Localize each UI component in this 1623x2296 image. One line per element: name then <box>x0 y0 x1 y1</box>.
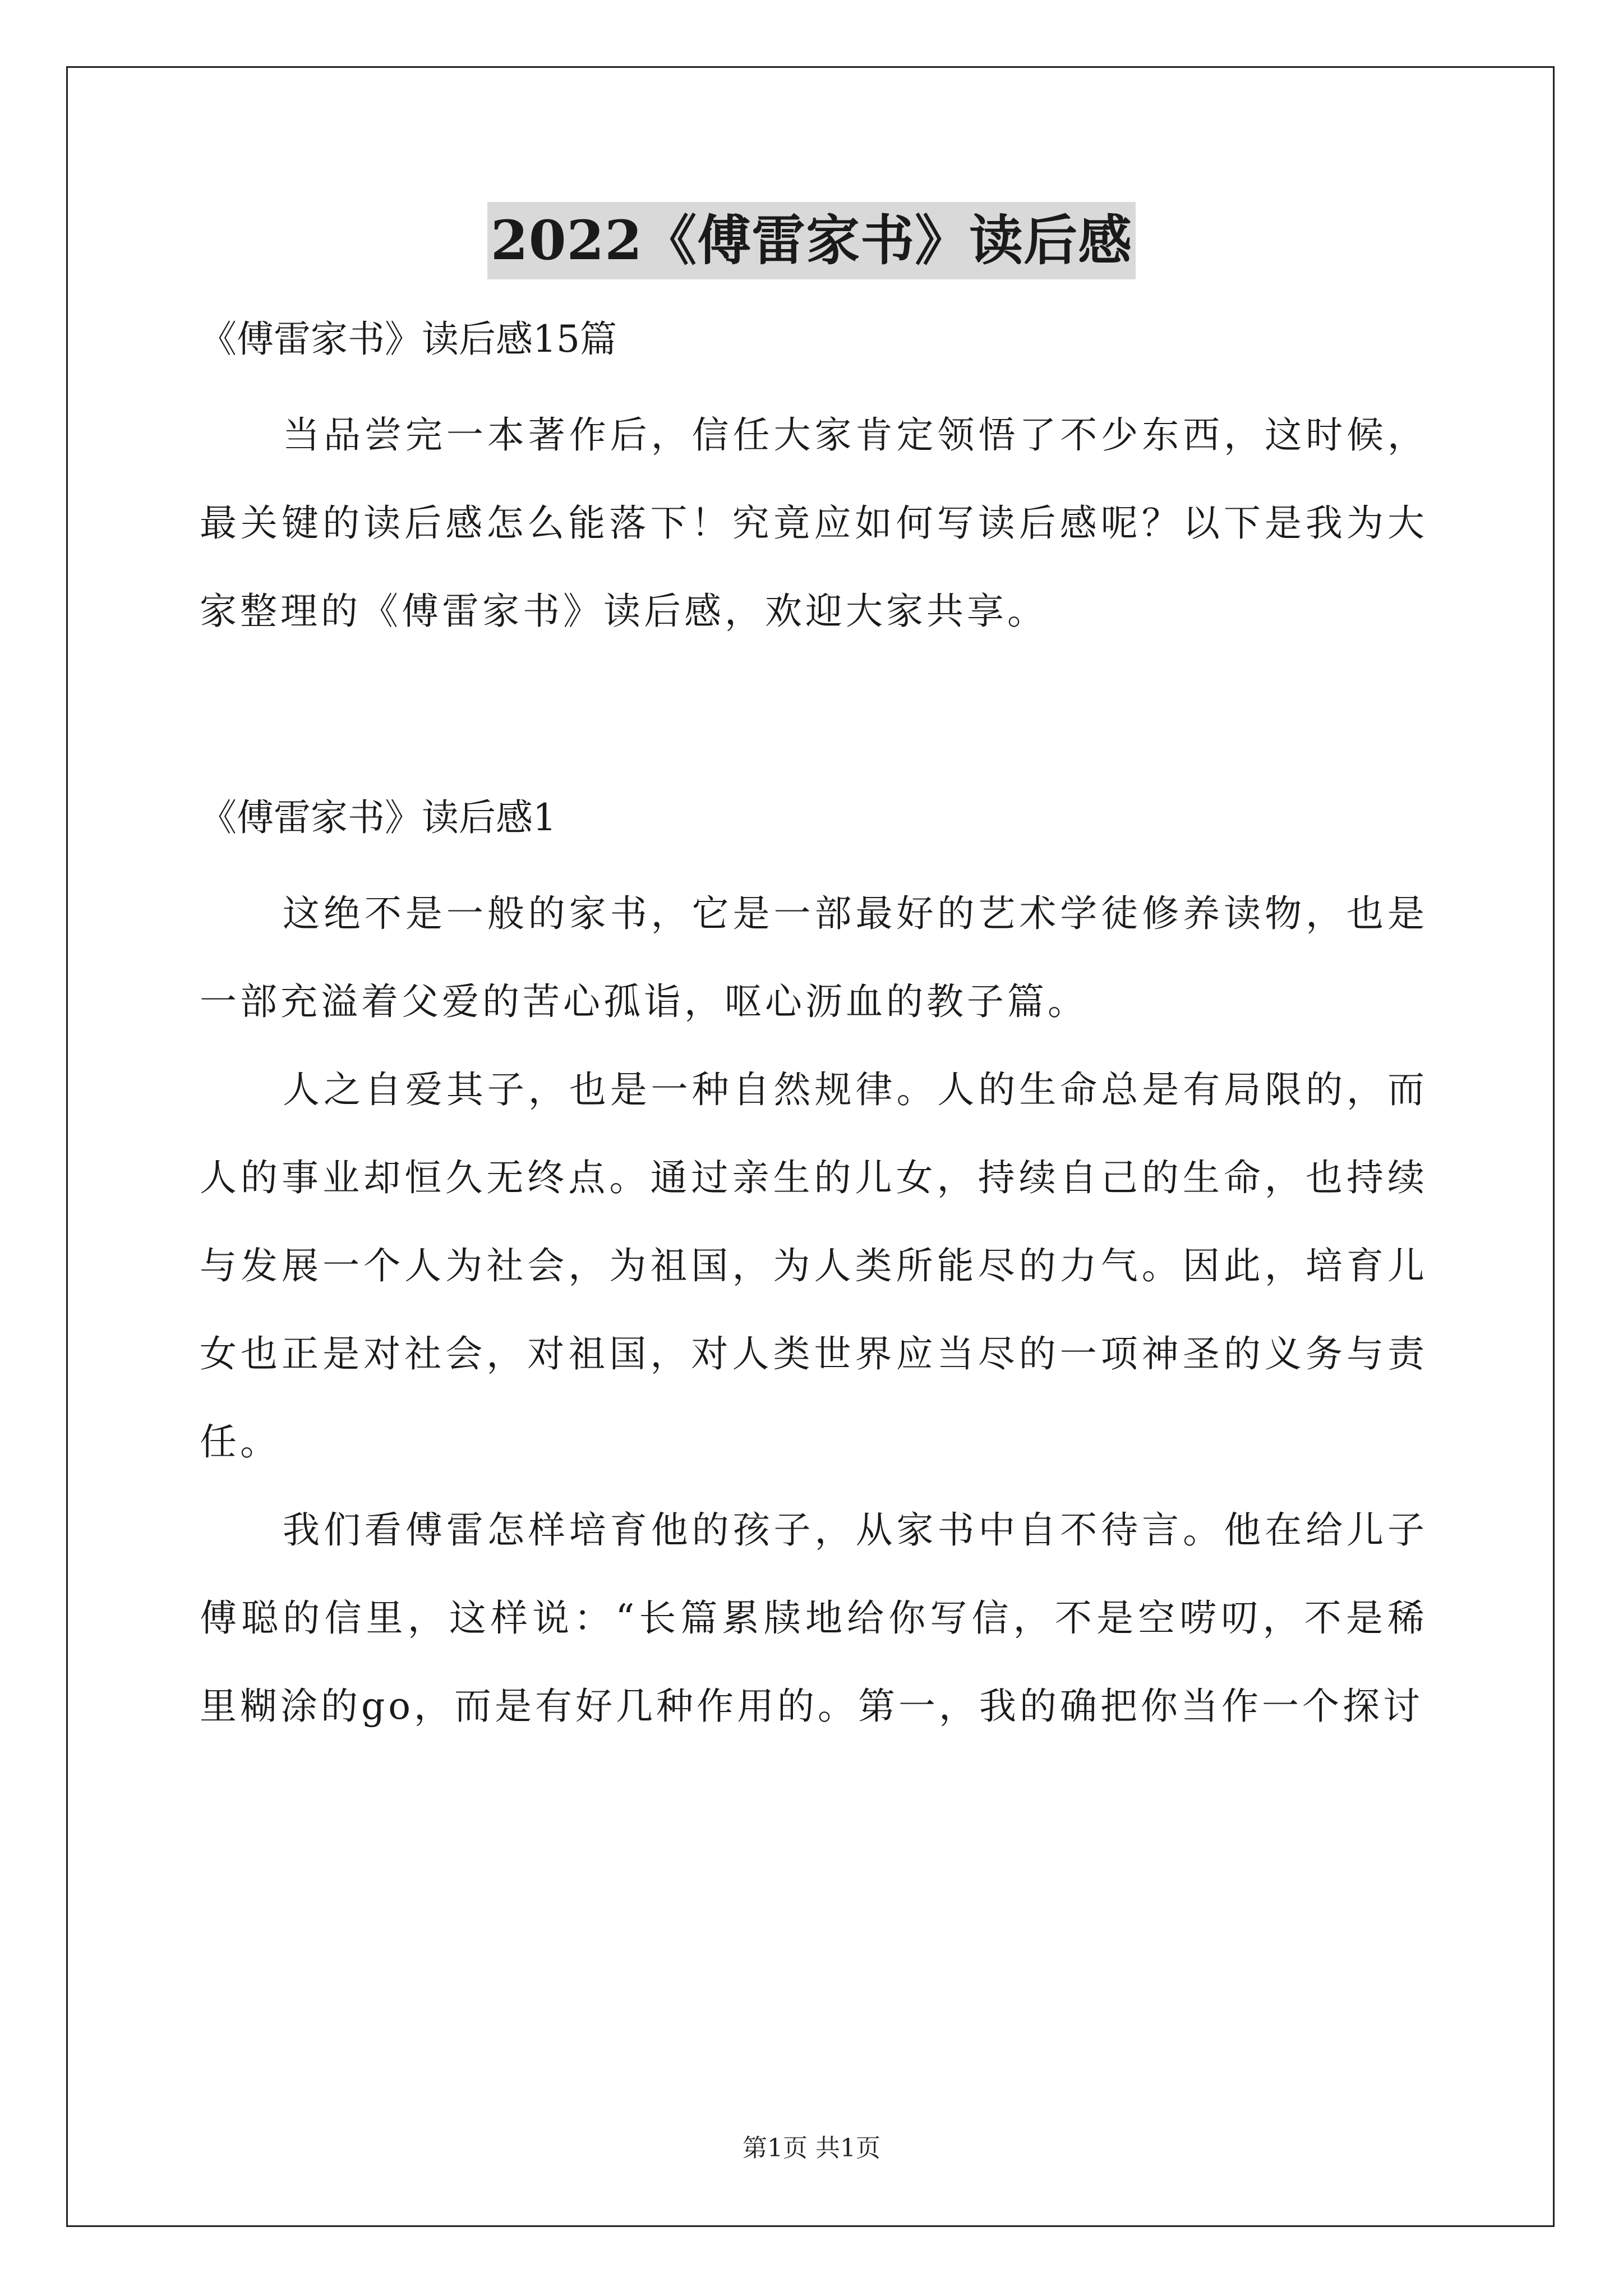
section-heading: 《傅雷家书》读后感1 <box>200 796 556 839</box>
document-subtitle: 《傅雷家书》读后感15篇 <box>200 318 617 361</box>
spacer <box>200 655 1428 781</box>
document-title: 2022《傅雷家书》读后感 <box>487 202 1136 279</box>
body-paragraph: 这绝不是一般的家书，它是一部最好的艺术学徒修养读物，也是一部充溢着父爱的苦心孤诣，呕心沥血的教子篇。 <box>200 892 1428 1023</box>
spacer <box>200 854 1428 869</box>
document-body <box>200 303 1428 1750</box>
page-number-footer: 第1页 共1页 <box>743 2134 880 2162</box>
intro-paragraph: 当品尝完一本著作后，信任大家肯定领悟了不少东西，这时候，最关键的读后感怎么能落下！究竟应如何写读后感呢？以下是我为大家整理的《傅雷家书》读后感，欢迎大家共享。 <box>200 413 1428 633</box>
body-paragraph: 我们看傅雷怎样培育他的孩子，从家书中自不待言。他在给儿子傅聪的信里，这样说：“长篇累牍地给你写信，不是空唠叨，不是稀里糊涂的go，而是有好几种作用的。第一，我的确把你当作一个探讨 <box>200 1508 1428 1728</box>
body-paragraph: 人之自爱其子，也是一种自然规律。人的生命总是有局限的，而人的事业却恒久无终点。通过亲生的儿女，持续自己的生命，也持续与发展一个人为社会，为祖国，为人类所能尽的力气。因此，培育儿女也正是对社会，对祖国，对人类世界应当尽的一项神圣的义务与责任。 <box>200 1068 1428 1464</box>
title-container <box>0 202 1623 279</box>
spacer <box>200 376 1428 391</box>
